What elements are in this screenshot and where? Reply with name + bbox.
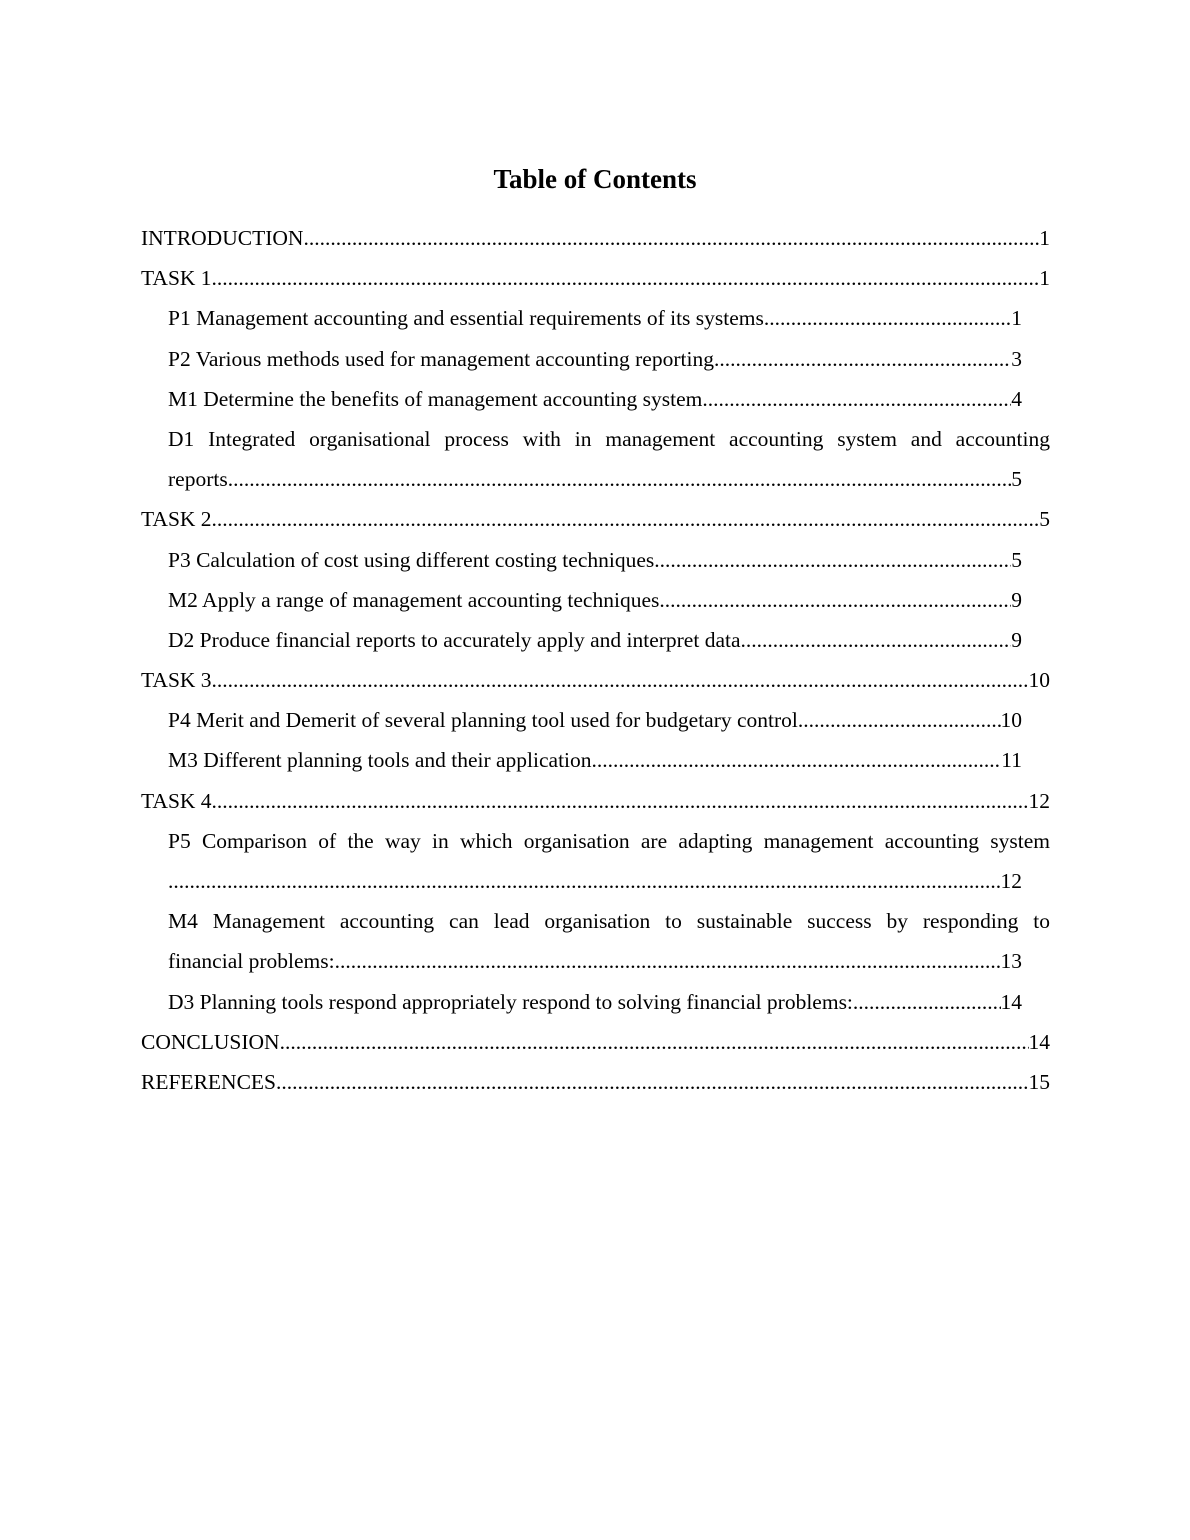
toc-leader-dots xyxy=(702,379,1011,419)
toc-leader-dots xyxy=(798,700,1001,740)
toc-entry-label: REFERENCES xyxy=(141,1069,276,1094)
toc-entry-p4[interactable] xyxy=(141,700,1050,740)
toc-entry-label: TASK 4 xyxy=(141,788,212,813)
toc-entry-page: 15 xyxy=(1028,1069,1050,1094)
toc-entry-page: 3 xyxy=(1011,346,1022,371)
toc-entry-label: TASK 3 xyxy=(141,668,212,693)
toc-entry-p2[interactable] xyxy=(141,339,1050,379)
toc-entry-label: INTRODUCTION xyxy=(141,226,304,250)
toc-leader-dots xyxy=(212,781,1029,821)
toc-entry-continuation xyxy=(168,459,1050,499)
toc-entry-page: 12 xyxy=(1028,788,1050,813)
table-of-contents xyxy=(141,218,1050,1102)
toc-entry-page: 5 xyxy=(1039,507,1050,532)
toc-entry-label: D3 Planning tools respond appropriately respond to solving financial problems: xyxy=(168,989,853,1014)
toc-entry-label: P4 Merit and Demerit of several planning tool used for budgetary control xyxy=(168,708,798,733)
toc-entry-task-1[interactable] xyxy=(141,258,1050,298)
toc-entry-page: 1 xyxy=(1039,266,1050,291)
toc-entry-label: CONCLUSION xyxy=(141,1029,280,1054)
toc-entry-page: 12 xyxy=(1000,869,1022,893)
toc-entry-task-2[interactable] xyxy=(141,499,1050,539)
toc-entry-label: P1 Management accounting and essential requirements of its systems xyxy=(168,306,764,331)
toc-entry-continuation xyxy=(168,941,1050,981)
toc-entry-page: 1 xyxy=(1011,306,1022,331)
toc-entry-conclusion[interactable] xyxy=(141,1022,1050,1062)
toc-entry-continuation xyxy=(168,861,1050,901)
toc-entry-label-line1: D1 Integrated organisational process with in management accounting system and accounting xyxy=(168,426,1050,451)
toc-entry-d1[interactable] xyxy=(141,419,1050,499)
toc-entry-p3[interactable] xyxy=(141,540,1050,580)
toc-entry-page: 1 xyxy=(1039,226,1050,250)
toc-entry-page: 11 xyxy=(1001,748,1022,773)
toc-leader-dots xyxy=(212,258,1040,298)
toc-entry-page: 4 xyxy=(1011,386,1022,411)
toc-leader-dots xyxy=(714,339,1011,379)
toc-entry-label-line1: P5 Comparison of the way in which organisation are adapting management accounting system xyxy=(168,828,1050,853)
toc-entry-page: 10 xyxy=(1028,668,1050,693)
toc-entry-label: M1 Determine the benefits of management accounting system xyxy=(168,386,703,411)
toc-entry-page: 10 xyxy=(1000,708,1022,733)
toc-entry-task-4[interactable] xyxy=(141,781,1050,821)
toc-entry-page: 14 xyxy=(1028,1029,1050,1054)
toc-entry-m2[interactable] xyxy=(141,580,1050,620)
toc-entry-page: 9 xyxy=(1011,627,1022,652)
toc-entry-label-line2: financial problems: xyxy=(168,949,335,974)
toc-leader-dots xyxy=(212,499,1040,539)
toc-entry-task-3[interactable] xyxy=(141,660,1050,700)
toc-entry-label: D2 Produce financial reports to accurately apply and interpret data xyxy=(168,627,741,652)
toc-entry-m1[interactable] xyxy=(141,379,1050,419)
toc-entry-label-line2: reports xyxy=(168,467,228,492)
toc-leader-dots xyxy=(659,580,1011,620)
toc-entry-label: P2 Various methods used for management accounting reporting xyxy=(168,346,714,371)
toc-leader-dots xyxy=(276,1062,1029,1102)
toc-entry-p1[interactable] xyxy=(141,298,1050,338)
toc-entry-label: TASK 1 xyxy=(141,266,212,291)
toc-entry-m3[interactable] xyxy=(141,740,1050,780)
page-title: Table of Contents xyxy=(493,164,697,194)
toc-leader-dots xyxy=(654,540,1011,580)
toc-leader-dots xyxy=(853,982,1001,1022)
toc-entry-page: 13 xyxy=(1000,949,1022,974)
toc-entry-page: 5 xyxy=(1011,467,1022,492)
toc-leader-dots xyxy=(592,740,1002,780)
toc-entry-d2[interactable] xyxy=(141,620,1050,660)
toc-entry-label: M3 Different planning tools and their application xyxy=(168,748,592,773)
toc-leader-dots xyxy=(212,660,1029,700)
toc-entry-label-line1: M4 Management accounting can lead organisation to sustainable success by responding to xyxy=(168,909,1050,934)
toc-entry-p5[interactable] xyxy=(141,821,1050,901)
toc-leader-dots xyxy=(228,459,1012,499)
toc-entry-page: 14 xyxy=(1000,989,1022,1014)
toc-entry-label: P3 Calculation of cost using different costing techniques xyxy=(168,547,655,572)
toc-leader-dots xyxy=(741,620,1012,660)
toc-entry-references[interactable] xyxy=(141,1062,1050,1102)
toc-entry-m4[interactable] xyxy=(141,901,1050,981)
toc-entry-page: 5 xyxy=(1011,547,1022,572)
toc-leader-dots xyxy=(764,298,1011,338)
toc-leader-dots xyxy=(335,941,1001,981)
toc-entry-page: 9 xyxy=(1011,587,1022,612)
toc-leader-dots xyxy=(303,218,1039,258)
toc-leader-dots xyxy=(280,1022,1029,1062)
toc-entry-d3[interactable] xyxy=(141,982,1050,1022)
toc-leader-dots xyxy=(168,861,1001,901)
toc-entry-label: TASK 2 xyxy=(141,507,212,532)
toc-entry-label: M2 Apply a range of management accounting techniques xyxy=(168,587,660,612)
toc-entry-introduction[interactable] xyxy=(141,218,1050,258)
